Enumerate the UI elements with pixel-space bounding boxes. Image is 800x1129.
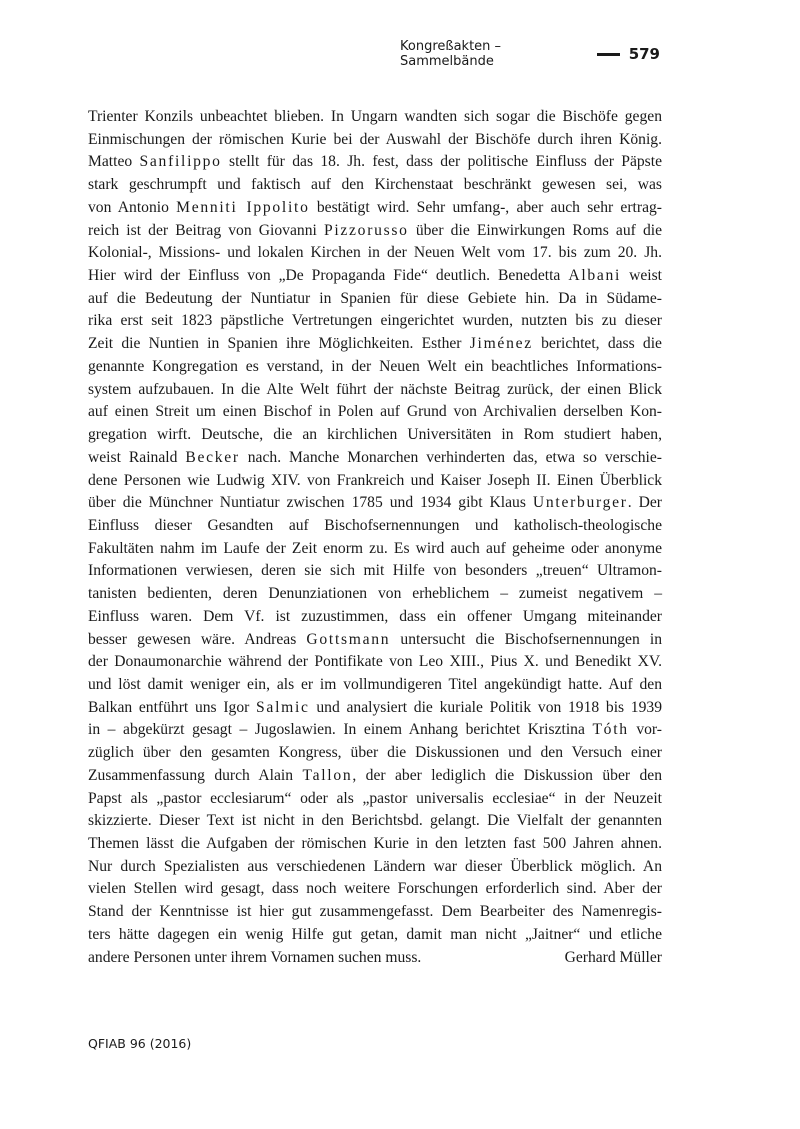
text-run: züglich über den gesamten Kongress, über die Diskussionen und den Versuch einer	[88, 744, 662, 762]
text-run: Einfluss waren. Dem Vf. ist zuzustimmen, dass ein offener Umgang miteinander	[88, 607, 662, 625]
text-run: . Der	[627, 494, 662, 512]
text-run: genannte Kongregation es verstand, in der Neuen Welt ein beachtliches Informations-	[88, 357, 662, 375]
text-line	[88, 333, 662, 356]
text-run: Einmischungen der römischen Kurie bei der Auswahl der Bischöfe durch ihren König.	[88, 130, 662, 148]
text-line	[88, 878, 662, 901]
text-line	[88, 470, 662, 493]
text-run: Nur durch Spezialisten aus verschiedenen Ländern war dieser Überblick möglich. An	[88, 857, 662, 875]
running-header	[400, 39, 660, 69]
text-line	[88, 674, 662, 697]
author-name: Albani	[568, 267, 622, 285]
text-line	[88, 629, 662, 652]
review-body-text	[88, 106, 662, 969]
running-title: Kongreßakten – Sammelbände	[400, 39, 502, 69]
text-run: besser gewesen wäre. Andreas	[88, 630, 307, 648]
text-line	[88, 242, 662, 265]
text-run: Papst als „pastor ecclesiarum“ oder als „pastor universalis ecclesiae“ in der Neuzeit	[88, 789, 662, 807]
text-line	[88, 583, 662, 606]
text-line	[88, 742, 662, 765]
text-line	[88, 560, 662, 583]
author-name: Jiménez	[469, 335, 533, 353]
text-line	[88, 379, 662, 402]
text-line	[88, 924, 662, 947]
text-run: stark geschrumpft und faktisch auf den Kirchenstaat beschränkt gewesen sei, was	[88, 176, 662, 194]
journal-footer: QFIAB 96 (2016)	[88, 1036, 192, 1051]
author-name: Sanfilippo	[139, 153, 222, 171]
text-run: system aufzubauen. In die Alte Welt führt der nächste Beitrag zurück, der einen Blick	[88, 380, 662, 398]
text-run: über die Münchner Nuntiatur zwischen 1785 und 1934 gibt Klaus	[88, 494, 533, 512]
text-run: weist Rainald	[88, 448, 186, 466]
text-run: in – abgekürzt gesagt – Jugoslawien. In einem Anhang berichtet Krisztina	[88, 721, 593, 739]
text-line	[88, 151, 662, 174]
text-run: skizzierte. Dieser Text ist nicht in den Berichtsbd. gelangt. Die Vielfalt der genannten	[88, 812, 662, 830]
author-name: Becker	[185, 448, 240, 466]
text-run: gregation wirft. Deutsche, die an kirchlichen Universitäten in Rom studiert haben,	[88, 426, 662, 444]
text-line	[88, 401, 662, 424]
author-name: Tóth	[592, 721, 629, 739]
text-line	[88, 265, 662, 288]
text-run: Zusammenfassung durch Alain	[88, 766, 303, 784]
text-run: ters hätte dagegen ein wenig Hilfe gut getan, damit man nicht „Jaitner“ und etliche	[88, 925, 662, 943]
text-line	[88, 901, 662, 924]
text-run: Stand der Kenntnisse ist hier gut zusammengefasst. Dem Bearbeiter des Namenregis-	[88, 903, 662, 921]
text-line	[88, 788, 662, 811]
author-name: Pizzorusso	[323, 221, 409, 239]
reviewer-signature: Gerhard Müller	[564, 948, 662, 966]
text-run: der Donaumonarchie während der Pontifikate von Leo XIII., Pius X. und Benedikt XV.	[88, 653, 662, 671]
text-line	[88, 765, 662, 788]
text-line	[88, 810, 662, 833]
text-run: Fakultäten nahm im Laufe der Zeit enorm zu. Es wird auch auf geheime oder anonyme	[88, 539, 662, 557]
text-run: andere Personen unter ihrem Vornamen suchen muss.	[88, 948, 422, 966]
text-run: dene Personen wie Ludwig XIV. von Frankreich und Kaiser Joseph II. Einen Überblick	[88, 471, 662, 489]
text-run: von Antonio	[88, 198, 177, 216]
text-line	[88, 719, 662, 742]
text-run: Matteo	[88, 153, 140, 171]
text-run: Trienter Konzils unbeachtet blieben. In Ungarn wandten sich sogar die Bischöfe gegen	[88, 108, 662, 125]
text-line	[88, 356, 662, 379]
text-line	[88, 447, 662, 470]
text-run: untersucht die Bischofsernennungen in	[390, 630, 662, 648]
text-run: Hier wird der Einfluss von „De Propaganda Fide“ deutlich. Benedetta	[88, 267, 569, 285]
text-line	[88, 947, 662, 970]
text-run: Balkan entführt uns Igor	[88, 698, 257, 716]
text-run: nach. Manche Monarchen verhinderten das, etwa so verschie-	[239, 448, 662, 466]
text-run: berichtet, dass die	[532, 335, 662, 353]
text-line	[88, 651, 662, 674]
text-line	[88, 515, 662, 538]
text-line	[88, 129, 662, 152]
author-name: Tallon	[302, 766, 353, 784]
text-run: tanisten bedienten, deren Denunziationen von erheblichem – zumeist negativem –	[88, 585, 662, 603]
text-run: und analysiert die kuriale Politik von 1918 bis 1939	[309, 698, 662, 716]
text-run: rika erst seit 1823 päpstliche Vertretungen eingerichtet wurden, nutzten bis zu dieser	[88, 312, 662, 330]
text-run: Kolonial-, Missions- und lokalen Kirchen in der Neuen Welt vom 17. bis zum 20. Jh.	[88, 244, 662, 262]
text-line	[88, 492, 662, 515]
text-run: und löst damit weniger ein, als er im vollmundigeren Titel angekündigt hatte. Auf den	[88, 675, 662, 693]
text-line	[88, 833, 662, 856]
text-run: auf die Bedeutung der Nuntiatur in Spanien für diese Gebiete hin. Da in Südame-	[88, 289, 662, 307]
text-run: bestätigt wird. Sehr umfang-, aber auch sehr ertrag-	[309, 198, 662, 216]
text-line	[88, 538, 662, 561]
author-name: Salmic	[256, 698, 310, 716]
text-line	[88, 106, 662, 129]
text-run: vor-	[628, 721, 662, 739]
header-rule	[597, 53, 620, 56]
text-run: , der aber lediglich die Diskussion über den	[352, 766, 662, 784]
text-run: Informationen verwiesen, deren sie sich mit Hilfe von besonders „treuen“ Ultramon-	[88, 562, 662, 580]
text-line	[88, 288, 662, 311]
text-run: Zeit die Nuntien in Spanien ihre Möglichkeiten. Esther	[88, 335, 470, 353]
text-run: reich ist der Beitrag von Giovanni	[88, 221, 324, 239]
text-run: vielen Stellen wird gesagt, dass noch weitere Forschungen erforderlich sind. Aber der	[88, 880, 662, 898]
text-line	[88, 856, 662, 879]
text-line	[88, 697, 662, 720]
text-line	[88, 174, 662, 197]
author-name: Menniti Ippolito	[176, 198, 310, 216]
author-name: Unterburger	[532, 494, 628, 512]
text-line	[88, 310, 662, 333]
text-line	[88, 424, 662, 447]
text-run: weist	[621, 267, 662, 285]
page-number: 579	[628, 45, 660, 63]
text-line	[88, 606, 662, 629]
text-run: Einfluss dieser Gesandten auf Bischofsernennungen und katholisch-theologische	[88, 516, 662, 534]
text-run: Themen lässt die Aufgaben der römischen Kurie in den letzten fast 500 Jahren ahnen.	[88, 835, 662, 852]
text-line	[88, 220, 662, 243]
text-line	[88, 197, 662, 220]
author-name: Gottsmann	[306, 630, 391, 648]
text-run: stellt für das 18. Jh. fest, dass der politische Einfluss der Päpste	[221, 153, 662, 171]
text-run: auf einen Streit um einen Bischof in Polen auf Grund von Archivalien derselben Kon-	[88, 403, 662, 421]
text-run: über die Einwirkungen Roms auf die	[408, 221, 662, 239]
